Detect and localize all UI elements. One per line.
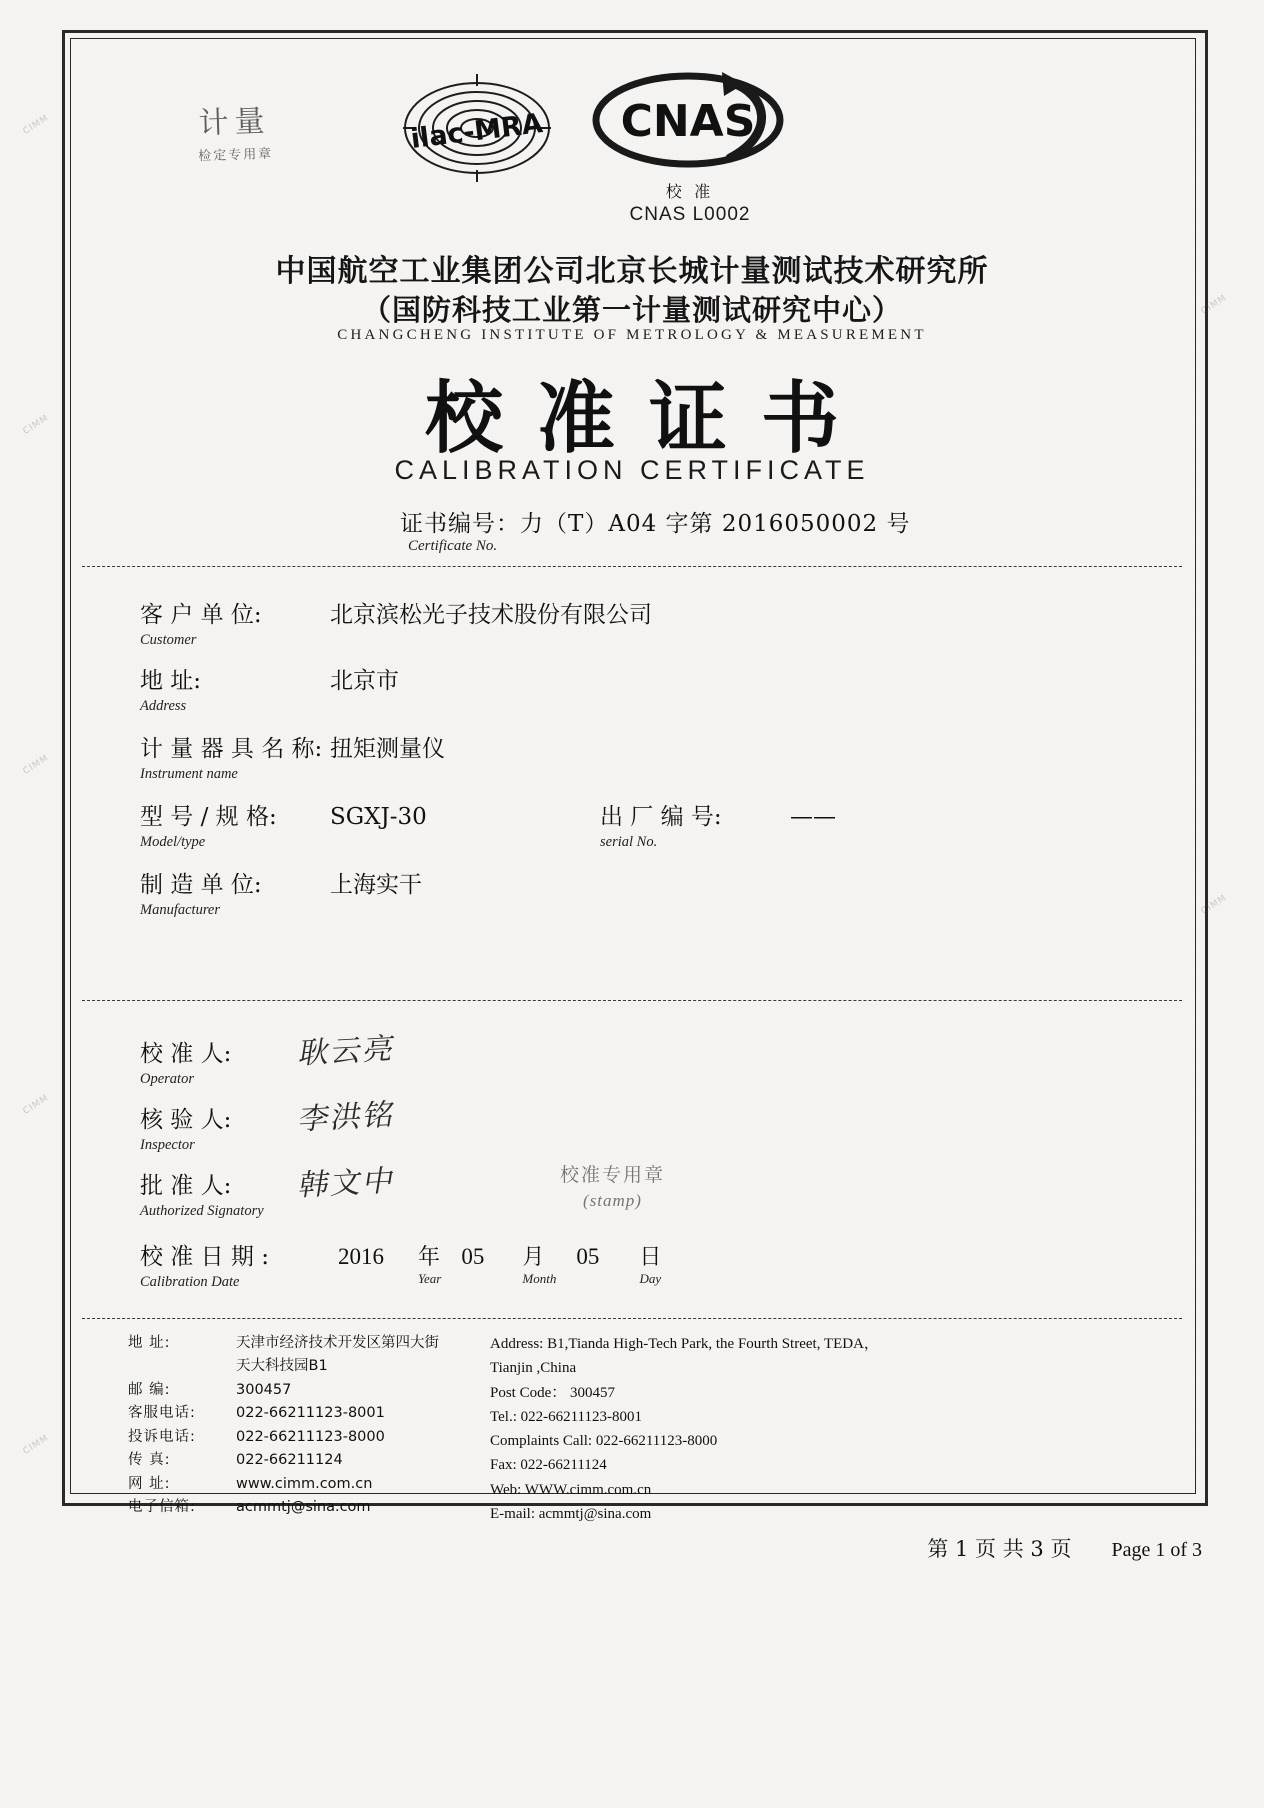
footer-line-en: Tianjin ,China [490,1360,577,1377]
field-model-label-cn: 型 号 / 规 格: [140,804,277,830]
certificate-number-label: 证书编号： [400,511,520,537]
cnas-label: CNAS [620,96,756,147]
field-address-label-cn: 地 址: [140,668,202,694]
divider-bottom [82,1318,1182,1319]
watermark-mark: CIMM [21,1093,51,1117]
calibration-date-label-en: Calibration Date [140,1274,240,1290]
footer-line [128,1332,468,1355]
logo-row [100,60,1160,230]
footer-line [128,1379,468,1402]
organization-subname-cn: （国防科技工业第一计量测试研究中心） [361,293,902,327]
stamp-note-cn: 校准专用章 [560,1164,666,1186]
pagination-en: Page 1 of 3 [1111,1539,1202,1561]
field-serial-value: —— [790,804,836,830]
calibration-date-day-unit-en: Day [639,1271,662,1286]
footer-value: 022-66211123-8001 [236,1405,385,1422]
footer-key [128,1355,236,1378]
footer-line-en: Fax: 022-66211124 [490,1457,607,1474]
signature-operator-label-en: Operator [140,1071,194,1087]
field-manufacturer-value: 上海实干 [330,872,422,898]
footer-key: 客服电话: [128,1405,196,1422]
field-serial-label-en: serial No. [600,834,658,850]
footer-value: 天津市经济技术开发区第四大街 [236,1335,439,1351]
footer-value: 300457 [236,1381,292,1398]
field-address-label-en: Address [140,698,187,714]
field-manufacturer-label-cn: 制 造 单 位: [140,872,262,898]
footer-column-en [490,1332,1010,1526]
footer-line [128,1426,468,1449]
calibration-date-row [140,1238,661,1291]
red-seal-stamp [118,66,352,204]
footer-line [128,1355,468,1378]
pagination-cn: 第 1 页 共 3 页 [927,1537,1072,1561]
field-instrument-value: 扭矩测量仪 [330,736,445,762]
footer-key: 电子信箱: [128,1499,196,1516]
calibration-date-label-cn: 校 准 日 期 : [140,1244,269,1270]
footer-line [128,1449,468,1472]
calibration-date-day-unit: 日 [639,1245,662,1270]
field-address [140,662,399,715]
organization-name-en: CHANGCHENG INSTITUTE OF METROLOGY & MEASUREMENT [337,327,927,343]
footer-value: 天大科技园B1 [236,1358,328,1375]
document-title-en: CALIBRATION CERTIFICATE [394,455,870,485]
certificate-number-value: 力（T）A04 字第 2016050002 号 [520,511,911,537]
footer-line-en: Address: B1,Tianda High-Tech Park, the Fourth Street, TEDA， [490,1336,879,1352]
watermark-mark: CIMM [21,1433,51,1457]
field-instrument-name [140,730,445,783]
footer-key: 网 址: [128,1475,171,1492]
footer-key: 投诉电话: [128,1428,196,1445]
watermark-mark: CIMM [21,753,51,777]
seal-text: 计量 [197,104,272,142]
watermark-mark: CIMM [1199,893,1229,917]
footer-key: 传 真: [128,1452,171,1469]
field-serial-no [600,798,836,851]
field-instrument-label-cn: 计 量 器 具 名 称: [140,736,323,762]
field-model-label-en: Model/type [140,834,206,850]
footer-key: 邮 编: [128,1381,171,1398]
signature-inspector-value: 李洪铭 [296,1097,399,1138]
footer-line [128,1402,468,1425]
signature-authorized-label-cn: 批 准 人: [140,1173,232,1199]
certificate-number-label-en: Certificate No. [408,538,498,554]
cnas-logo [580,68,800,228]
seal-subtext: 检定专用章 [197,146,274,165]
field-address-value: 北京市 [330,668,399,694]
field-serial-label-cn: 出 厂 编 号: [600,804,722,830]
footer-contact-block [128,1332,1168,1526]
divider-top [82,566,1182,567]
signature-inspector [140,1092,399,1154]
cnas-accreditation-code: CNAS L0002 [629,204,751,225]
ilac-mra-logo [390,68,565,198]
footer-line [128,1496,468,1519]
signature-authorized [140,1158,399,1220]
signature-authorized-value: 韩文中 [296,1163,399,1204]
field-manufacturer-label-en: Manufacturer [140,902,221,918]
footer-line [128,1473,468,1496]
divider-middle [82,1000,1182,1001]
pagination [927,1533,1202,1563]
field-instrument-label-en: Instrument name [140,766,238,782]
signature-operator-label-cn: 校 准 人: [140,1041,232,1067]
signature-operator-value: 耿云亮 [296,1031,399,1072]
calibration-date-year-value: 2016 [338,1244,384,1269]
watermark-mark: CIMM [1199,293,1229,317]
stamp-note-en: (stamp) [583,1191,642,1210]
calibration-date-year-unit: 年 [418,1245,441,1270]
calibration-date-month-unit: 月 [522,1245,545,1270]
footer-column-cn [128,1332,468,1526]
field-model-type [140,798,427,851]
signature-inspector-label-en: Inspector [140,1137,195,1153]
calibration-date-year-unit-en: Year [418,1271,442,1286]
document-title-cn: 校准证书 [424,373,873,464]
certificate-number [400,505,910,538]
footer-website-cn[interactable]: www.cimm.com.cn [236,1475,373,1492]
footer-line-en: Complaints Call: 022-66211123-8000 [490,1433,718,1450]
field-customer-label-cn: 客 户 单 位: [140,602,262,628]
footer-email-cn[interactable]: acmmtj@sina.com [236,1499,371,1516]
footer-value: 022-66211123-8000 [236,1428,385,1445]
watermark-mark: CIMM [21,113,51,137]
calibration-date-month-value: 05 [461,1244,485,1269]
signature-operator [140,1026,399,1088]
footer-line-en: Post Code： 300457 [490,1384,616,1401]
field-customer-value: 北京滨松光子技术股份有限公司 [330,602,652,628]
organization-name-cn: 中国航空工业集团公司北京长城计量测试技术研究所 [275,254,989,289]
field-model-value: SGXJ-30 [330,804,427,830]
field-customer [140,596,652,649]
watermark-mark: CIMM [21,413,51,437]
footer-email-en[interactable]: E-mail: acmmtj@sina.com [490,1506,652,1523]
signature-authorized-label-en: Authorized Signatory [140,1203,264,1219]
calibration-date-day-value: 05 [576,1244,600,1269]
field-manufacturer [140,866,422,919]
stamp-note [560,1160,665,1211]
footer-website-en[interactable]: Web: WWW.cimm.com.cn [490,1481,652,1498]
signature-inspector-label-cn: 核 验 人: [140,1107,232,1133]
field-customer-label-en: Customer [140,632,197,648]
cnas-subtext: 校 准 [665,184,715,201]
footer-key: 地 址: [128,1335,171,1351]
calibration-date-month-unit-en: Month [522,1271,557,1286]
ilac-mra-label: ilac-MRA [409,108,545,155]
footer-line-en: Tel.: 022-66211123-8001 [490,1408,642,1425]
footer-value: 022-66211124 [236,1452,343,1469]
